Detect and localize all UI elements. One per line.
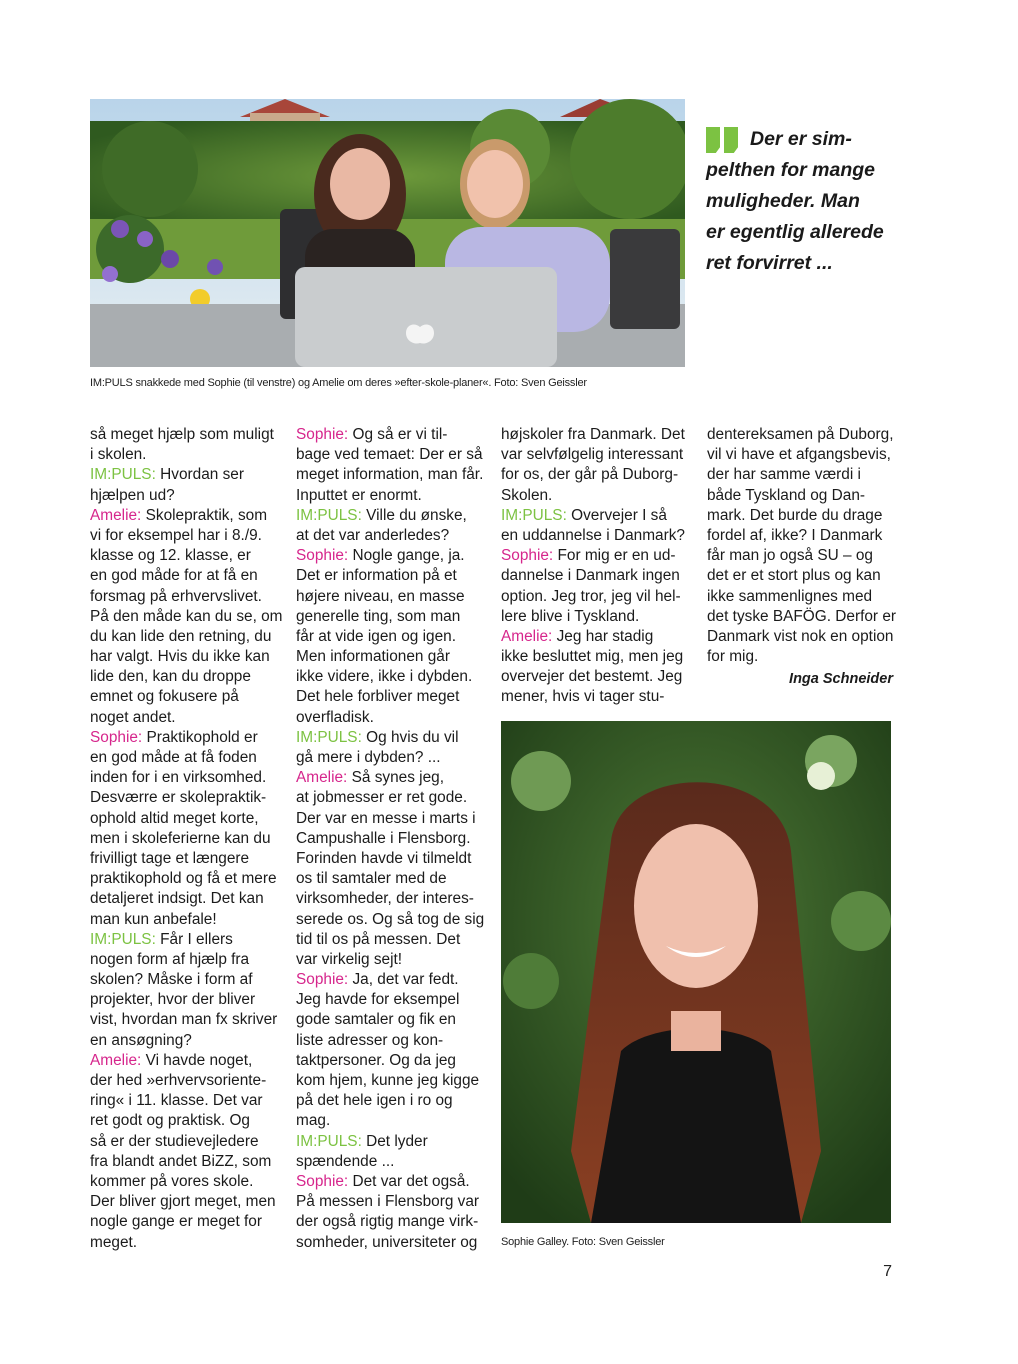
line-text: virksomheder, der interes- — [296, 890, 474, 908]
line-text: højskoler fra Danmark. Det — [501, 426, 685, 443]
line-text: var virkelig sejt! — [296, 950, 403, 968]
line-text: en god måde at få foden — [90, 749, 257, 766]
line-text: Jeg har stadig — [552, 627, 654, 645]
line-text: du kan lide den retning, du — [90, 627, 272, 645]
text-line — [296, 445, 482, 465]
text-line — [296, 990, 482, 1010]
portrait-photo-sophie — [501, 721, 891, 1223]
text-line — [296, 748, 482, 768]
text-line — [296, 1212, 482, 1232]
text-line — [707, 465, 893, 485]
text-line — [296, 647, 482, 667]
speaker-label: IM:PULS: — [501, 506, 567, 524]
line-text: Der bliver gjort meget, men — [90, 1193, 276, 1211]
line-text: en ansøgning? — [90, 1031, 192, 1049]
quote-line: Der er sim- — [750, 128, 852, 150]
text-line — [90, 445, 276, 465]
line-text: skolen? Måske i form af — [90, 971, 253, 989]
text-line — [90, 768, 276, 788]
text-line — [296, 667, 482, 687]
line-text: for mig. — [707, 648, 759, 666]
line-text: dentereksamen på Duborg, — [707, 426, 894, 443]
line-text: spændende ... — [296, 1152, 395, 1170]
text-line — [296, 728, 482, 748]
text-line — [90, 809, 276, 829]
text-line — [707, 445, 893, 465]
text-line — [90, 970, 276, 990]
line-text: Men informationen går — [296, 648, 450, 666]
line-text: Og hvis du vil — [361, 728, 459, 746]
line-text: For mig er en ud- — [553, 547, 676, 565]
text-line — [501, 607, 687, 627]
text-line — [296, 869, 482, 889]
text-line — [296, 768, 482, 788]
line-text: Og så er vi til- — [348, 426, 448, 443]
line-text: der har samme værdi i — [707, 466, 861, 484]
text-line — [296, 1152, 482, 1172]
line-text: På messen i Flensborg var — [296, 1193, 480, 1211]
text-line — [90, 1132, 276, 1152]
text-line — [90, 1051, 276, 1071]
line-text: detaljeret indsigt. Det kan — [90, 890, 264, 908]
text-line — [296, 849, 482, 869]
line-text: ophold altid meget korte, — [90, 809, 259, 827]
text-line — [90, 1091, 276, 1111]
text-line — [90, 526, 276, 546]
text-line — [90, 1031, 276, 1051]
text-line — [501, 506, 687, 526]
line-text: Overvejer I så — [566, 506, 667, 524]
line-text: for os, der går på Duborg- — [501, 466, 679, 484]
line-text: overvejer det bestemt. Jeg — [501, 668, 683, 686]
text-line — [296, 708, 482, 728]
text-line — [707, 546, 893, 566]
line-text: praktikophold og få et mere — [90, 870, 277, 888]
line-text: at det var anderledes? — [296, 526, 450, 544]
text-line — [296, 627, 482, 647]
text-line — [90, 748, 276, 768]
text-line — [296, 1031, 482, 1051]
line-text: Der var en messe i marts i — [296, 809, 476, 827]
line-text: Praktikophold er — [142, 728, 258, 746]
line-text: frivilligt tage et længere — [90, 849, 250, 867]
line-text: Forinden havde vi tilmeldt — [296, 849, 472, 867]
text-line — [296, 1233, 482, 1253]
article-column-1 — [90, 425, 283, 1253]
line-text: somheder, universiteter og — [296, 1233, 478, 1251]
line-text: ikke videre, ikke i dybden. — [296, 668, 473, 686]
line-text: meget. — [90, 1233, 138, 1251]
line-text: gode samtaler og fik en — [296, 1011, 456, 1029]
text-line — [90, 788, 276, 808]
text-line — [90, 1152, 276, 1172]
line-text: Campushalle i Flensborg. — [296, 829, 471, 847]
speaker-label: IM:PULS: — [90, 466, 156, 484]
line-text: kom hjem, kunne jeg kigge — [296, 1072, 480, 1089]
line-text: Får I ellers — [155, 930, 233, 948]
quote-mark-icon — [706, 127, 740, 153]
speaker-label: IM:PULS: — [296, 506, 362, 524]
line-text: Ville du ønske, — [361, 506, 467, 524]
text-line — [90, 506, 276, 526]
text-line — [707, 425, 893, 445]
text-line — [501, 587, 687, 607]
text-line — [90, 1010, 276, 1030]
text-line — [296, 486, 482, 506]
line-text: gå mere i dybden? ... — [296, 749, 441, 766]
line-text: Det hele forbliver meget — [296, 688, 460, 706]
text-line — [296, 1010, 482, 1030]
author-signature: Inga Schneider — [789, 671, 893, 688]
line-text: var selvfølgelig interessant — [501, 446, 684, 464]
line-text: Det lyder — [361, 1132, 428, 1150]
line-text: højere niveau, en masse — [296, 587, 465, 605]
text-line — [707, 506, 893, 526]
speaker-label: IM:PULS: — [90, 930, 156, 948]
text-line — [501, 526, 687, 546]
line-text: vist, hvordan man fx skriver — [90, 1011, 278, 1029]
line-text: i skolen. — [90, 446, 147, 464]
line-text: taktpersoner. Og da jeg — [296, 1051, 456, 1069]
text-line — [90, 708, 276, 728]
line-text: men i skoleferierne kan du — [90, 829, 271, 847]
line-text: at jobmesser er ret gode. — [296, 789, 468, 807]
line-text: Det er information på et — [296, 567, 457, 585]
text-line — [296, 1192, 482, 1212]
portrait-photo-caption: Sophie Galley. Foto: Sven Geissler — [501, 1236, 665, 1248]
line-text: vil vi have et afgangsbevis, — [707, 446, 891, 464]
text-line — [90, 425, 276, 445]
text-line — [90, 546, 276, 566]
line-text: Så synes jeg, — [347, 769, 445, 787]
text-line — [501, 566, 687, 586]
text-line — [296, 1091, 482, 1111]
line-text: fordel af, ikke? I Danmark — [707, 526, 883, 544]
line-text: ikke sammenlignes med — [707, 587, 873, 605]
line-text: bage ved temaet: Der er så — [296, 446, 483, 464]
line-text: mag. — [296, 1112, 331, 1130]
text-line — [90, 1212, 276, 1232]
speaker-label: Amelie: — [501, 627, 553, 645]
line-text: projekter, hvor der bliver — [90, 991, 256, 1009]
text-line — [707, 587, 893, 607]
speaker-label: Sophie: — [90, 728, 143, 746]
article-column-2 — [296, 425, 485, 1253]
top-photo-caption: IM:PULS snakkede med Sophie (til venstre) og Amelie om deres »efter-skole-planer«. Foto: Sven Geissler — [90, 377, 587, 389]
line-text: lere blive i Tyskland. — [501, 607, 640, 625]
text-line — [707, 607, 897, 627]
line-text: både Tyskland og Dan- — [707, 486, 866, 504]
text-line — [90, 1172, 276, 1192]
text-line — [90, 1233, 276, 1253]
top-photo-sophie-and-amelie — [90, 99, 685, 367]
line-text: så er der studievejledere — [90, 1132, 259, 1150]
text-line — [90, 647, 276, 667]
speaker-label: Sophie: — [296, 971, 349, 989]
line-text: option. Jeg tror, jeg vil hel- — [501, 587, 681, 605]
speaker-label: Sophie: — [296, 1172, 349, 1190]
line-text: Skolepraktik, som — [141, 506, 268, 524]
quote-line: er egentlig allerede — [706, 221, 884, 243]
text-line — [296, 1111, 482, 1131]
text-line — [296, 1132, 482, 1152]
text-line — [296, 889, 482, 909]
text-line — [90, 607, 283, 627]
line-text: mark. Det burde du drage — [707, 506, 883, 524]
line-text: vi for eksempel har i 8./9. — [90, 526, 262, 544]
text-line — [296, 607, 482, 627]
quote-line: muligheder. Man — [706, 190, 860, 212]
line-text: liste adresser og kon- — [296, 1031, 444, 1049]
pull-quote — [706, 124, 906, 279]
quote-line: pelthen for mange — [706, 159, 876, 181]
line-text: fra blandt andet BiZZ, som — [90, 1152, 272, 1170]
line-text: overfladisk. — [296, 708, 374, 726]
line-text: Vi havde noget, — [141, 1051, 253, 1069]
text-line — [501, 465, 687, 485]
text-line — [296, 829, 482, 849]
line-text: forsmag på erhvervslivet. — [90, 587, 262, 605]
line-text: generelle ting, som man — [296, 607, 461, 625]
text-line — [707, 486, 893, 506]
text-line — [296, 587, 482, 607]
text-line — [296, 910, 485, 930]
line-text: Skolen. — [501, 486, 553, 504]
text-line — [296, 1051, 482, 1071]
line-text: får man jo også SU – og — [707, 547, 873, 565]
line-text: Nogle gange, ja. — [348, 547, 465, 565]
text-line — [296, 687, 482, 707]
line-text: ring« i 11. klasse. Det var — [90, 1092, 263, 1110]
text-line — [296, 1172, 482, 1192]
text-line — [90, 990, 276, 1010]
line-text: får at vide igen og igen. — [296, 627, 457, 645]
text-line — [501, 425, 687, 445]
line-text: der hed »erhvervsoriente- — [90, 1072, 267, 1089]
line-text: kommer på vores skole. — [90, 1172, 254, 1190]
line-text: Danmark vist nok en option — [707, 627, 894, 645]
line-text: det er et stort plus og kan — [707, 567, 881, 585]
text-line — [296, 506, 482, 526]
speaker-label: Sophie: — [296, 426, 349, 443]
line-text: meget information, man får. — [296, 466, 484, 484]
line-text: ikke besluttet mig, men jeg — [501, 648, 684, 666]
line-text: Ja, det var fedt. — [348, 971, 459, 989]
text-line — [296, 788, 482, 808]
line-text: Det var det også. — [348, 1172, 470, 1190]
text-line — [90, 930, 276, 950]
text-line — [707, 627, 893, 647]
text-line — [90, 1111, 276, 1131]
line-text: klasse og 12. klasse, er — [90, 547, 251, 565]
line-text: har valgt. Hvis du ikke kan — [90, 648, 270, 666]
text-line — [296, 1071, 482, 1091]
text-line — [90, 566, 276, 586]
line-text: nogen form af hjælp fra — [90, 950, 250, 968]
line-text: Jeg havde for eksempel — [296, 991, 460, 1009]
line-text: emnet og fokusere på — [90, 688, 239, 706]
text-line — [90, 829, 276, 849]
page-number: 7 — [883, 1263, 892, 1280]
line-text: os til samtaler med de — [296, 870, 447, 888]
speaker-label: IM:PULS: — [296, 728, 362, 746]
line-text: tid til os på messen. Det — [296, 930, 461, 948]
text-line — [501, 546, 687, 566]
line-text: mener, hvis vi tager stu- — [501, 688, 665, 706]
line-text: noget andet. — [90, 708, 176, 726]
text-line — [501, 445, 687, 465]
text-line — [501, 647, 687, 667]
line-text: Inputtet er enormt. — [296, 486, 422, 504]
text-line — [296, 970, 482, 990]
text-line — [296, 930, 482, 950]
text-line — [296, 526, 482, 546]
text-line — [296, 950, 482, 970]
speaker-label: Amelie: — [90, 1051, 142, 1069]
text-line — [501, 667, 687, 687]
text-line — [90, 667, 276, 687]
text-line — [90, 889, 276, 909]
line-text: det tyske BAFÖG. Derfor er — [707, 607, 897, 625]
line-text: serede os. Og så tog de sig — [296, 910, 485, 928]
text-line — [707, 647, 893, 667]
line-text: så meget hjælp som muligt — [90, 426, 274, 443]
line-text: en uddannelse i Danmark? — [501, 526, 685, 544]
text-line — [296, 809, 482, 829]
text-line — [90, 465, 276, 485]
text-line — [90, 627, 276, 647]
speaker-label: IM:PULS: — [296, 1132, 362, 1150]
text-line — [501, 627, 687, 647]
text-line — [707, 566, 893, 586]
speaker-label: Sophie: — [296, 547, 349, 565]
line-text: inden for i en virksomhed. — [90, 769, 267, 787]
text-line — [501, 486, 687, 506]
text-line — [90, 1071, 276, 1091]
text-line — [501, 687, 687, 707]
line-text: Hvordan ser — [155, 466, 244, 484]
text-line — [90, 849, 276, 869]
quote-line: ret forvirret ... — [706, 252, 833, 274]
speaker-label: Amelie: — [90, 506, 142, 524]
text-line — [296, 465, 482, 485]
line-text: Desværre er skolepraktik- — [90, 789, 267, 807]
line-text: en god måde for at få en — [90, 567, 258, 585]
line-text: dannelse i Danmark ingen — [501, 567, 680, 585]
line-text: hjælpen ud? — [90, 486, 175, 504]
line-text: man kun anbefale! — [90, 910, 217, 928]
article-column-4 — [707, 425, 897, 689]
text-line — [90, 869, 276, 889]
text-line — [90, 687, 276, 707]
speaker-label: Amelie: — [296, 769, 348, 787]
text-line — [296, 425, 482, 445]
text-line — [707, 526, 893, 546]
text-line — [296, 546, 482, 566]
line-text: nogle gange er meget for — [90, 1213, 262, 1231]
article-column-3 — [501, 425, 687, 708]
text-line — [90, 950, 276, 970]
text-line — [90, 910, 276, 930]
text-line — [90, 486, 276, 506]
text-line — [90, 587, 276, 607]
line-text: ret godt og praktisk. Og — [90, 1112, 250, 1130]
line-text: På den måde kan du se, om — [90, 607, 283, 625]
speaker-label: Sophie: — [501, 547, 554, 565]
line-text: lide den, kan du droppe — [90, 668, 251, 686]
text-line — [90, 728, 276, 748]
text-line — [90, 1192, 276, 1212]
text-line — [296, 566, 482, 586]
line-text: der også rigtig mange virk- — [296, 1213, 479, 1231]
line-text: på det hele igen i ro og — [296, 1092, 453, 1110]
